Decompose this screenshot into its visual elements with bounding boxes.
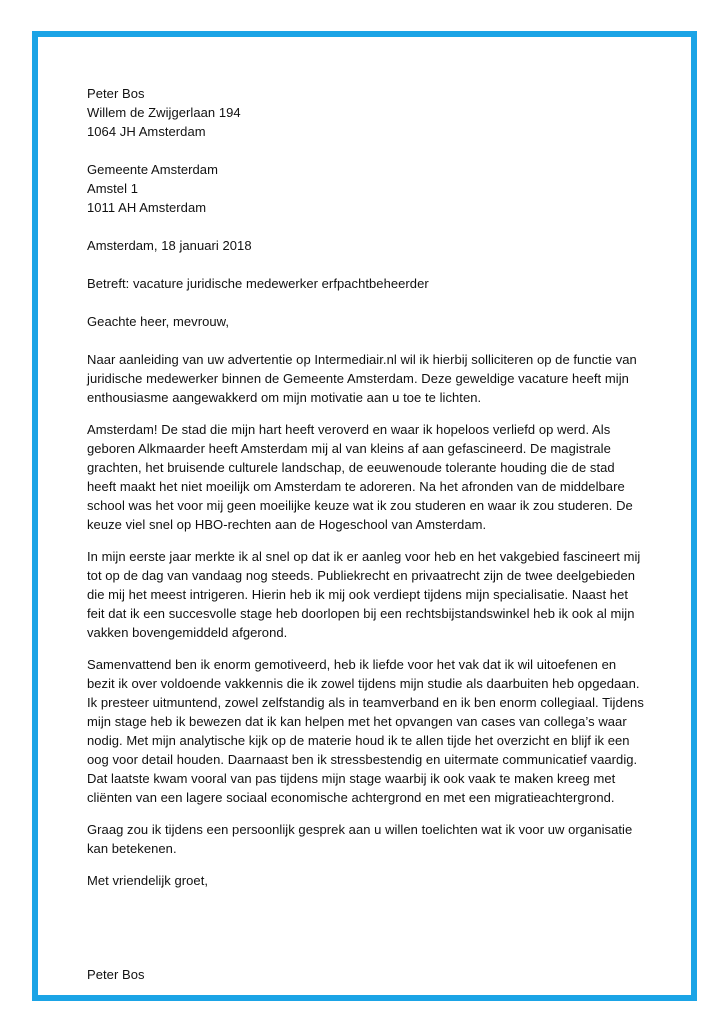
subject-line: Betreft: vacature juridische medewerker erfpachtbeheerder [87, 276, 429, 291]
recipient-address [87, 160, 647, 217]
date-line: Amsterdam, 18 januari 2018 [87, 238, 252, 253]
signature-name: Peter Bos [87, 967, 145, 982]
salutation: Geachte heer, mevrouw, [87, 314, 230, 329]
recipient-street: Amstel 1 [87, 181, 138, 196]
recipient-name: Gemeente Amsterdam [87, 162, 218, 177]
body-paragraph: In mijn eerste jaar merkte ik al snel op dat ik er aanleg voor heb en het vakgebied fascineert mij tot op de dag van vandaag nog steeds. Publiekrecht en privaatrecht zijn de twee deelgebieden die mij het meest intrigeren. Hierin heb ik mij ook verdiept tijdens mijn specialisatie. Naast het feit dat ik een succesvolle stage heb doorlopen bij een rechtsbijstandswinkel heb ik ook al mijn vakken bovengemiddeld afgerond. [87, 549, 641, 640]
letter [87, 84, 647, 984]
sender-street: Willem de Zwijgerlaan 194 [87, 105, 241, 120]
body-paragraph: Naar aanleiding van uw advertentie op Intermediair.nl wil ik hierbij solliciteren op de functie van juridische medewerker binnen de Gemeente Amsterdam. Deze geweldige vacature heeft mijn enthousiasme aangewakkerd om mijn motivatie aan u toe te lichten. [87, 352, 637, 405]
body-paragraph: Amsterdam! De stad die mijn hart heeft veroverd en waar ik hopeloos verliefd op werd. Als geboren Alkmaarder heeft Amsterdam mij al van kleins af aan gefascineerd. De magistrale grachten, het bruisende culturele landschap, de eeuwenoude tolerante houding die de stad heeft maakt het niet moeilijk om Amsterdam te adoreren. Na het afronden van de middelbare school was het voor mij geen moeilijke keuze wat ik zou studeren en waar ik zou studeren. De keuze viel snel op HBO-rechten aan de Hogeschool van Amsterdam. [87, 422, 633, 532]
sender-address [87, 84, 647, 141]
sender-name: Peter Bos [87, 86, 145, 101]
closing: Met vriendelijk groet, [87, 873, 209, 888]
sender-postal-city: 1064 JH Amsterdam [87, 124, 206, 139]
body-paragraph: Graag zou ik tijdens een persoonlijk gesprek aan u willen toelichten wat ik voor uw organisatie kan betekenen. [87, 822, 633, 856]
recipient-postal-city: 1011 AH Amsterdam [87, 200, 207, 215]
body-paragraph: Samenvattend ben ik enorm gemotiveerd, heb ik liefde voor het vak dat ik wil uitoefenen en bezit ik over voldoende vakkennis die ik zowel tijdens mijn studie als daarbuiten heb opgedaan. Ik presteer uitmuntend, zowel zelfstandig als in teamverband en ik ben enorm collegiaal. Tijdens mijn stage heb ik bewezen dat ik kan helpen met het opvangen van cases van collega’s waar nodig. Met mijn analytische kijk op de materie houd ik te allen tijde het overzicht en blijf ik een oog voor detail houden. Daarnaast ben ik stressbestendig en uitermate communicatief vaardig. Dat laatste kwam vooral van pas tijdens mijn stage waarbij ik ook vaak te maken kreeg met cliënten van een lagere sociaal economische achtergrond en met een migratieachtergrond. [87, 657, 644, 805]
